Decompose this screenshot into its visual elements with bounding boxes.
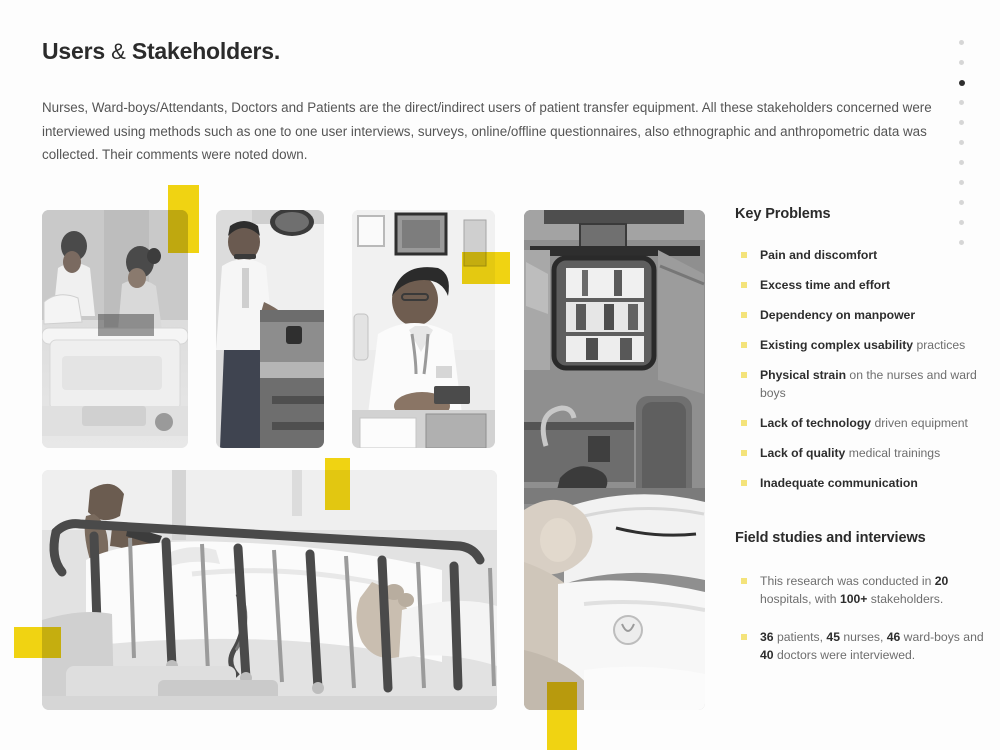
- bullet-square-icon: [741, 450, 747, 456]
- field-study-number: 40: [760, 648, 774, 662]
- pagination-dot-6[interactable]: [959, 140, 964, 145]
- field-study-text: doctors were interviewed.: [773, 648, 916, 662]
- pagination-dot-2[interactable]: [959, 60, 964, 65]
- field-study-text: nurses,: [839, 630, 887, 644]
- intro-paragraph: Nurses, Ward-boys/Attendants, Doctors and Patients are the direct/indirect users of patient transfer equipment. All these stakeholders concerned were interviewed using methods such as one to one user interviews, surveys, online/offline questionnaires, also ethnographic and anthropometric data was collected. Their comments were noted down.: [42, 100, 932, 162]
- field-study-number: 20: [934, 574, 949, 588]
- bullet-square-icon: [741, 480, 747, 486]
- pagination-dot-5[interactable]: [959, 120, 964, 125]
- field-study-number: 45: [826, 630, 840, 644]
- bullet-square-icon: [741, 578, 747, 584]
- field-studies-list: [735, 572, 997, 664]
- field-study-text: This research was conducted in: [760, 574, 935, 588]
- key-problem-detail: driven equipment: [871, 416, 968, 430]
- key-problem-emphasis: Lack of technology: [760, 416, 872, 430]
- photo-wardboy: [216, 210, 324, 448]
- pagination-dot-4[interactable]: [959, 100, 964, 105]
- page-title-main: Users: [42, 38, 105, 64]
- pagination-dot-1[interactable]: [959, 40, 964, 45]
- key-problem-item-6: [735, 414, 997, 432]
- page-title-ampersand: &: [111, 39, 126, 64]
- photo-ambulance: [524, 210, 705, 710]
- field-studies-heading: Field studies and interviews: [735, 530, 926, 546]
- key-problem-detail: practices: [913, 338, 966, 352]
- key-problem-emphasis: Dependency on manpower: [760, 308, 916, 322]
- bullet-square-icon: [741, 372, 747, 378]
- key-problem-item-3: [735, 306, 997, 324]
- key-problems-heading: Key Problems: [735, 206, 831, 222]
- accent-square-middle: [325, 458, 350, 510]
- key-problem-emphasis: Lack of quality: [760, 446, 846, 460]
- key-problem-emphasis: Pain and discomfort: [760, 248, 878, 262]
- field-study-item-1: [735, 572, 997, 608]
- accent-square-top-left: [168, 185, 199, 253]
- page-title: [42, 38, 280, 65]
- photo-nurses: [42, 210, 188, 448]
- field-study-item-2: [735, 628, 997, 664]
- field-study-number: 46: [886, 630, 901, 644]
- key-problem-emphasis: Physical strain: [760, 368, 847, 382]
- key-problem-emphasis: Existing complex usability: [760, 338, 914, 352]
- accent-square-doctor: [462, 252, 510, 284]
- right-column: [735, 206, 997, 684]
- field-study-text: ward-boys and: [900, 630, 984, 644]
- field-study-text: stakeholders.: [867, 592, 944, 606]
- key-problem-item-5: [735, 366, 997, 402]
- key-problem-item-7: [735, 444, 997, 462]
- pagination-dot-3[interactable]: [959, 80, 965, 86]
- key-problem-detail: on the nurses and ward boys: [760, 368, 977, 400]
- page-title-rest: Stakeholders.: [131, 38, 281, 64]
- field-study-number: 100+: [839, 592, 868, 606]
- field-study-text: patients,: [773, 630, 827, 644]
- pagination-dot-9[interactable]: [959, 200, 964, 205]
- bullet-square-icon: [741, 342, 747, 348]
- key-problem-emphasis: Excess time and effort: [760, 278, 891, 292]
- key-problem-item-8: [735, 474, 997, 492]
- bullet-square-icon: [741, 252, 747, 258]
- key-problems-list: [735, 246, 997, 492]
- bullet-square-icon: [741, 312, 747, 318]
- pagination-dot-7[interactable]: [959, 160, 964, 165]
- key-problem-item-1: [735, 246, 997, 264]
- accent-square-bottom-left: [14, 627, 61, 658]
- key-problem-item-2: [735, 276, 997, 294]
- bullet-square-icon: [741, 634, 747, 640]
- bullet-square-icon: [741, 282, 747, 288]
- bullet-square-icon: [741, 420, 747, 426]
- field-study-number: 36: [760, 630, 774, 644]
- key-problem-emphasis: Inadequate communication: [760, 476, 918, 490]
- pagination-dot-8[interactable]: [959, 180, 964, 185]
- photo-doctor: [352, 210, 495, 448]
- key-problem-detail: medical trainings: [845, 446, 941, 460]
- accent-square-bottom-center: [547, 682, 577, 750]
- photo-stretcher: [42, 470, 497, 710]
- key-problem-item-4: [735, 336, 997, 354]
- field-study-text: hospitals, with: [760, 592, 840, 606]
